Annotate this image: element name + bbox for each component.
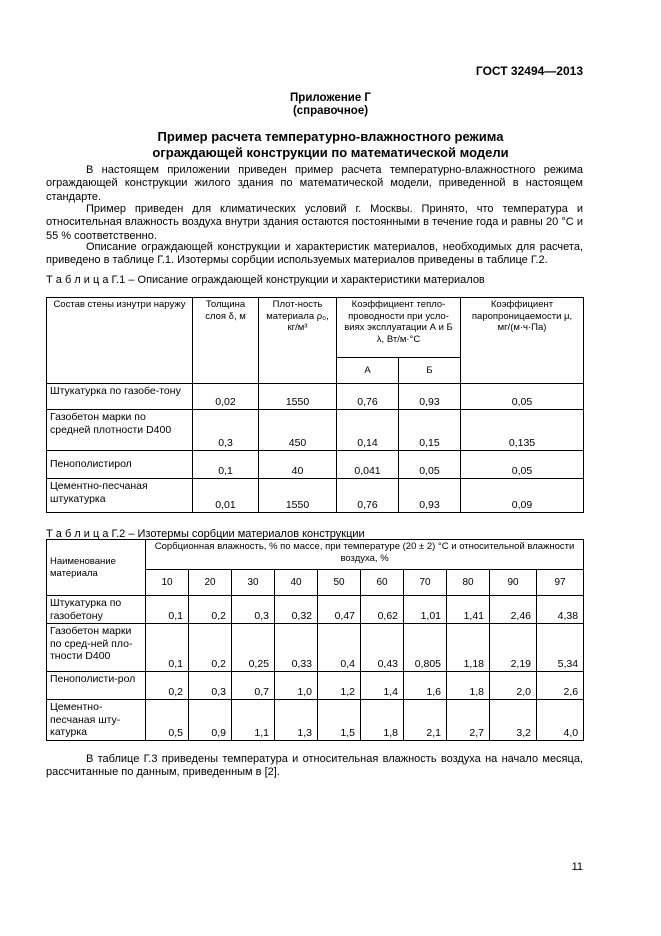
sorption-value-cell: 0,5	[146, 700, 189, 741]
thickness-cell: 0,02	[193, 384, 259, 410]
sorption-value-cell: 1,6	[404, 672, 447, 700]
sorption-value-cell: 0,43	[361, 624, 404, 672]
table-row	[47, 384, 584, 410]
sorption-value-cell: 0,33	[275, 624, 318, 672]
section-title	[0, 129, 661, 161]
header-conductivity-title: Коэффициент тепло-проводности при усло-виях эксплуатации А и Б	[344, 299, 453, 333]
header-material-name: Наименование материала	[47, 540, 146, 596]
sorption-value-cell: 0,2	[189, 596, 232, 624]
table-row	[47, 700, 584, 741]
density-cell: 1550	[259, 384, 337, 410]
header-density: Плот-ность материала ρ₀, кг/м³	[259, 298, 337, 384]
sorption-value-cell: 0,47	[318, 596, 361, 624]
header-sorption-group: Сорбционная влажность, % по массе, при температуре (20 ± 2) °С и относительной влажности воздуха, %	[146, 540, 584, 570]
header-condition-a: А	[337, 358, 399, 384]
header-humidity-20: 20	[189, 570, 232, 596]
table2-caption: Т а б л и ц а Г.2 – Изотермы сорбции материалов конструкции	[46, 528, 365, 540]
material-name: Штукатурка по газобетону	[47, 596, 146, 624]
page-number: 11	[571, 861, 583, 873]
header-humidity-90: 90	[490, 570, 537, 596]
permeability-cell: 0,135	[461, 410, 584, 451]
material-name: Штукатурка по газобе-тону	[47, 384, 193, 410]
header-humidity-50: 50	[318, 570, 361, 596]
paragraph-tables-ref: Описание ограждающей конструкции и характеристик материалов, необходимых для расчета, приведено в таблице Г.1. Изотермы сорбции используемых материалов приведены в таблице Г.2.	[46, 241, 583, 267]
header-humidity-60: 60	[361, 570, 404, 596]
thickness-cell: 0,1	[193, 451, 259, 479]
sorption-value-cell: 1,2	[318, 672, 361, 700]
header-humidity-40: 40	[275, 570, 318, 596]
sorption-value-cell: 2,46	[490, 596, 537, 624]
permeability-cell: 0,09	[461, 479, 584, 513]
sorption-value-cell: 1,4	[361, 672, 404, 700]
header-conductivity-unit: λ, Вт/м·°С	[376, 333, 421, 345]
sorption-value-cell: 0,3	[232, 596, 275, 624]
sorption-value-cell: 0,7	[232, 672, 275, 700]
material-name: Газобетон марки по сред-ней пло-тности D400	[47, 624, 146, 672]
sorption-value-cell: 1,18	[447, 624, 490, 672]
paragraph-conditions: Пример приведен для климатических условий г. Москвы. Принято, что температура и относительная влажность воздуха внутри здания остаются постоянными в течение года и равны 20 °С и 55 % соответственно.	[46, 203, 583, 242]
conductivity-b-cell: 0,93	[399, 384, 461, 410]
sorption-value-cell: 1,0	[275, 672, 318, 700]
table-row	[47, 672, 584, 700]
header-humidity-10: 10	[146, 570, 189, 596]
conductivity-b-cell: 0,93	[399, 479, 461, 513]
sorption-value-cell: 5,34	[537, 624, 584, 672]
table-row	[47, 479, 584, 513]
conductivity-b-cell: 0,05	[399, 451, 461, 479]
header-humidity-70: 70	[404, 570, 447, 596]
sorption-value-cell: 2,19	[490, 624, 537, 672]
table-construction-description	[46, 297, 584, 513]
thickness-cell: 0,01	[193, 479, 259, 513]
density-cell: 1550	[259, 479, 337, 513]
table1-caption: Т а б л и ц а Г.1 – Описание ограждающей конструкции и характеристики материалов	[46, 274, 485, 286]
sorption-value-cell: 0,1	[146, 624, 189, 672]
table-row	[47, 410, 584, 451]
table-row	[47, 624, 584, 672]
header-condition-b: Б	[399, 358, 461, 384]
sorption-value-cell: 0,2	[146, 672, 189, 700]
section-title-line-2: ограждающей конструкции по математической модели	[152, 145, 509, 160]
conductivity-a-cell: 0,041	[337, 451, 399, 479]
sorption-value-cell: 1,8	[361, 700, 404, 741]
sorption-value-cell: 0,805	[404, 624, 447, 672]
sorption-value-cell: 0,32	[275, 596, 318, 624]
sorption-value-cell: 0,3	[189, 672, 232, 700]
material-name: Цементно-песчаная шту-катурка	[47, 700, 146, 741]
header-permeability: Коэффициент паропроницаемости μ, мг/(м·ч·Па)	[461, 298, 584, 384]
table-row	[47, 596, 584, 624]
header-humidity-97: 97	[537, 570, 584, 596]
sorption-value-cell: 1,01	[404, 596, 447, 624]
sorption-value-cell: 0,9	[189, 700, 232, 741]
header-humidity-30: 30	[232, 570, 275, 596]
thickness-cell: 0,3	[193, 410, 259, 451]
document-standard-code: ГОСТ 32494—2013	[475, 64, 583, 78]
sorption-value-cell: 2,7	[447, 700, 490, 741]
header-thickness: Толщина слоя δ, м	[193, 298, 259, 384]
material-name: Газобетон марки по средней плотности D400	[47, 410, 193, 451]
conductivity-b-cell: 0,15	[399, 410, 461, 451]
conductivity-a-cell: 0,76	[337, 384, 399, 410]
sorption-value-cell: 2,0	[490, 672, 537, 700]
paragraph-table3-ref: В таблице Г.3 приведены температура и относительная влажность воздуха на начало месяца, рассчитанные по данным, приведенным в [2].	[46, 753, 583, 779]
table-row	[47, 451, 584, 479]
appendix-label: Приложение Г	[290, 92, 371, 104]
sorption-value-cell: 1,8	[447, 672, 490, 700]
material-name: Пенополистирол	[47, 451, 193, 479]
sorption-value-cell: 1,41	[447, 596, 490, 624]
sorption-value-cell: 0,2	[189, 624, 232, 672]
header-humidity-80: 80	[447, 570, 490, 596]
density-cell: 40	[259, 451, 337, 479]
sorption-value-cell: 0,62	[361, 596, 404, 624]
sorption-value-cell: 1,5	[318, 700, 361, 741]
header-conductivity	[337, 298, 461, 358]
permeability-cell: 0,05	[461, 451, 584, 479]
paragraph-intro: В настоящем приложении приведен пример расчета температурно-влажностного режима ограждающей конструкции жилого здания по математической модели, приведенной в настоящем стандарте.	[46, 164, 583, 203]
table-sorption-isotherms	[46, 539, 584, 741]
sorption-value-cell: 0,1	[146, 596, 189, 624]
sorption-value-cell: 2,1	[404, 700, 447, 741]
section-title-line-1: Пример расчета температурно-влажностного режима	[157, 129, 504, 144]
density-cell: 450	[259, 410, 337, 451]
sorption-value-cell: 2,6	[537, 672, 584, 700]
header-composition: Состав стены изнутри наружу	[47, 298, 193, 384]
sorption-value-cell: 4,0	[537, 700, 584, 741]
sorption-value-cell: 1,3	[275, 700, 318, 741]
material-name: Пенополисти-рол	[47, 672, 146, 700]
material-name: Цементно-песчаная штукатурка	[47, 479, 193, 513]
conductivity-a-cell: 0,14	[337, 410, 399, 451]
sorption-value-cell: 0,25	[232, 624, 275, 672]
sorption-value-cell: 1,1	[232, 700, 275, 741]
sorption-value-cell: 4,38	[537, 596, 584, 624]
conductivity-a-cell: 0,76	[337, 479, 399, 513]
appendix-kind: (справочное)	[292, 105, 369, 117]
permeability-cell: 0,05	[461, 384, 584, 410]
sorption-value-cell: 3,2	[490, 700, 537, 741]
sorption-value-cell: 0,4	[318, 624, 361, 672]
